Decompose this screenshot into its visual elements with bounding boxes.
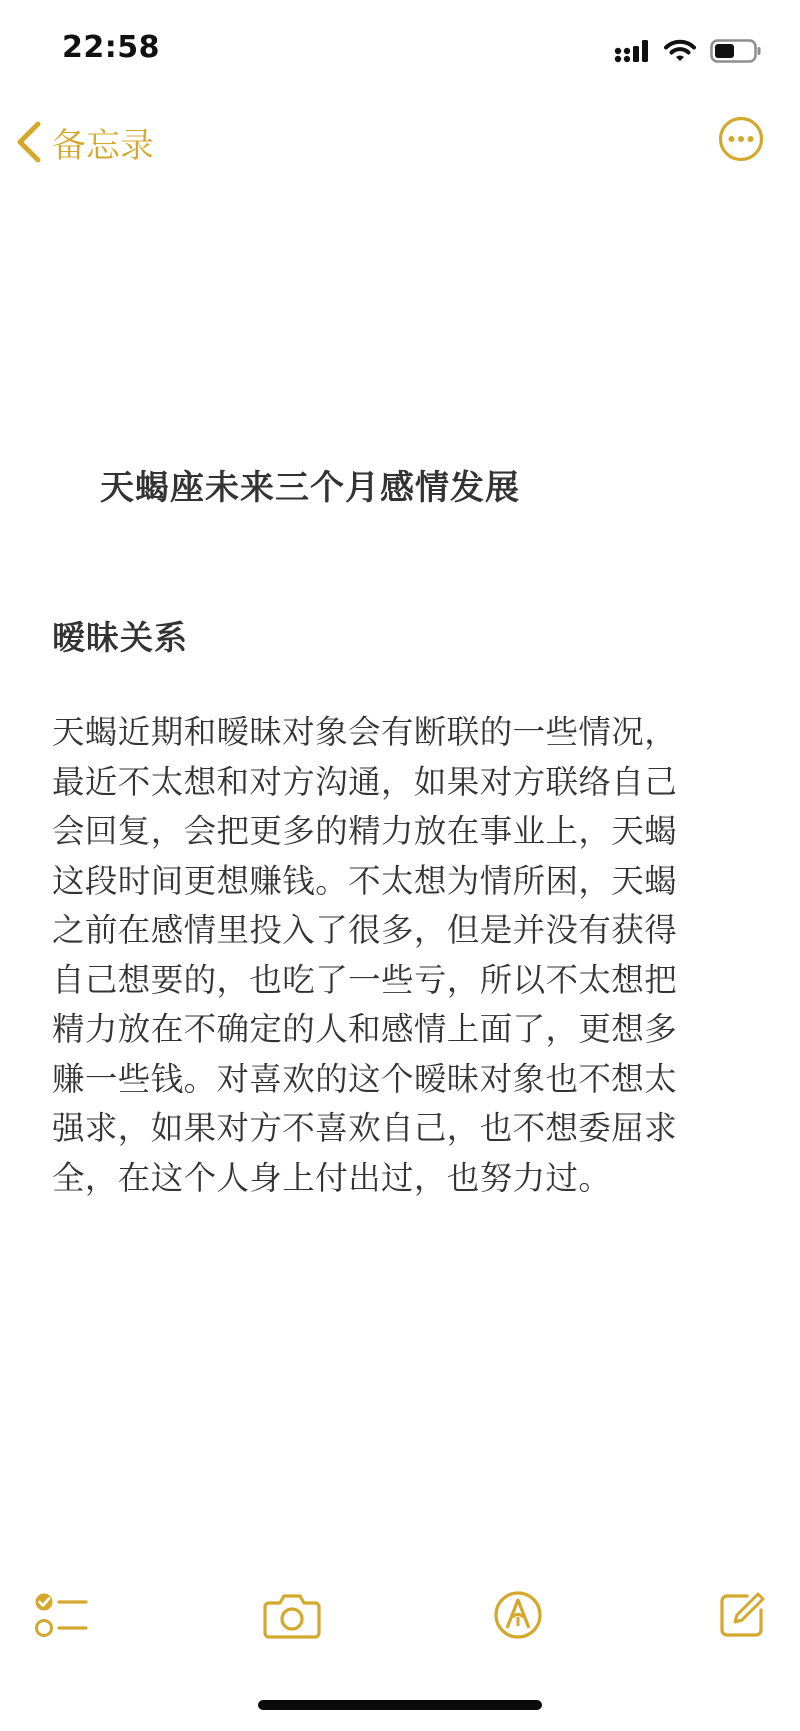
signal-icon <box>614 38 650 64</box>
camera-button[interactable] <box>262 1585 322 1645</box>
note-body-line: 自己想要的，也吃了一些亏，所以不太想把 <box>52 960 678 999</box>
note-body-line: 天蝎近期和暧昧对象会有断联的一些情况， <box>52 713 678 751</box>
status-bar <box>0 0 800 100</box>
compose-button[interactable] <box>712 1585 772 1645</box>
nav-bar <box>0 110 800 174</box>
note-body-line: 之前在感情里投入了很多，但是并没有获得 <box>52 911 678 949</box>
checklist-button[interactable] <box>32 1585 92 1645</box>
note-body-line: 赚一些钱。对喜欢的这个暧昧对象也不想太 <box>52 1059 678 1098</box>
back-button[interactable] <box>16 116 154 168</box>
note-body-line: 全，在这个人身上付出过，也努力过。 <box>52 1158 612 1197</box>
home-indicator[interactable] <box>258 1700 542 1710</box>
compose-icon <box>717 1590 767 1640</box>
battery-icon <box>710 38 762 64</box>
note-body-line: 强求，如果对方不喜欢自己，也不想委屈求 <box>52 1109 678 1147</box>
markup-pen-icon <box>493 1590 543 1640</box>
status-time: 22:58 <box>62 30 160 65</box>
wifi-icon <box>664 39 696 63</box>
note-body-line: 这段时间更想赚钱。不太想为情所困，天蝎 <box>52 861 678 900</box>
status-icons <box>614 36 762 66</box>
note-body[interactable] <box>52 708 677 1203</box>
back-label: 备忘录 <box>52 125 154 166</box>
note-body-line: 会回复，会把更多的精力放在事业上，天蝎 <box>52 812 678 850</box>
camera-icon <box>263 1591 321 1639</box>
checklist-icon <box>34 1590 90 1640</box>
ellipsis-circle-icon[interactable] <box>718 116 764 162</box>
chevron-left-icon <box>16 120 42 164</box>
section-heading[interactable]: 暧昧关系 <box>52 618 188 657</box>
note-body-line: 最近不太想和对方沟通，如果对方联络自己 <box>52 762 678 801</box>
bottom-toolbar <box>0 1585 800 1655</box>
note-body-line: 精力放在不确定的人和感情上面了，更想多 <box>52 1010 678 1048</box>
note-title[interactable]: 天蝎座未来三个月感情发展 <box>100 468 520 508</box>
markup-button[interactable] <box>488 1585 548 1645</box>
